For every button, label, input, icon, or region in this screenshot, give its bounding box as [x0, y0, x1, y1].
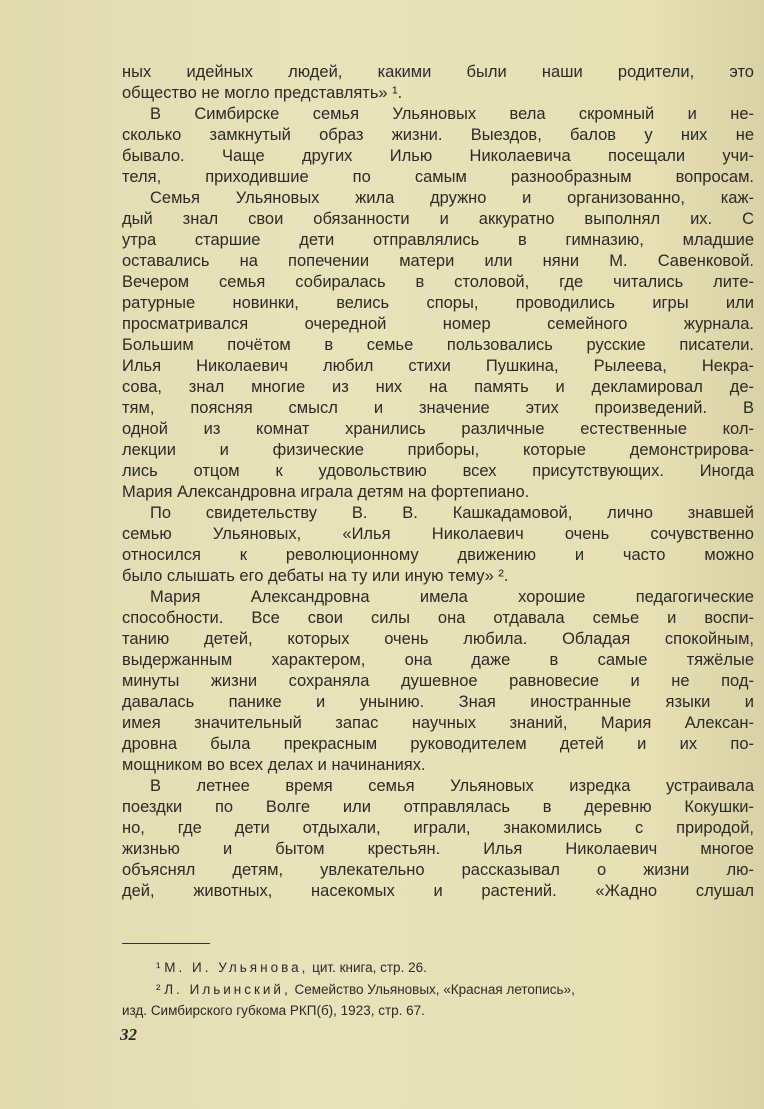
- text-line: [122, 566, 754, 587]
- text-line-content: дей, животных, насекомых и растений. «Жадно слушал: [122, 882, 754, 900]
- text-line-content: Большим почётом в семье пользовались русские писатели.: [122, 336, 754, 354]
- text-line-content: ратурные новинки, велись споры, проводились игры или: [122, 294, 754, 312]
- text-line: [122, 188, 754, 209]
- text-line-content: оставались на попечении матери или няни М. Савенковой.: [122, 252, 754, 270]
- text-line-content: тям, поясняя смысл и значение этих произведений. В: [122, 399, 754, 417]
- text-line: [122, 461, 754, 482]
- text-line: [122, 839, 754, 860]
- text-line-content: сколько замкнутый образ жизни. Выездов, балов у них не: [122, 126, 754, 144]
- text-line-content: Илья Николаевич любил стихи Пушкина, Рылеева, Некра-: [122, 357, 754, 375]
- text-line-content: способности. Все свои силы она отдавала семье и воспи-: [122, 609, 754, 627]
- text-line-content: выдержанным характером, она даже в самые тяжёлые: [122, 651, 754, 669]
- text-line: [122, 797, 754, 818]
- text-line: [122, 629, 754, 650]
- text-line: [122, 272, 754, 293]
- text-line: [122, 314, 754, 335]
- text-line-content: сова, знал многие из них на память и декламировал де-: [122, 378, 754, 396]
- page-number: 32: [120, 1025, 137, 1044]
- text-line-content: Мария Александровна имела хорошие педагогические: [150, 588, 754, 606]
- footnote-2-text: Семейство Ульяновых, «Красная летопись»,: [294, 981, 575, 997]
- text-line: [122, 860, 754, 881]
- text-line-content: утра старшие дети отправлялись в гимназию, младшие: [122, 231, 754, 249]
- text-line-content: но, где дети отдыхали, играли, знакомились с природой,: [122, 819, 754, 837]
- text-line: [122, 524, 754, 545]
- footnote-2-mark: ²: [156, 981, 161, 997]
- text-line-content: дый знал свои обязанности и аккуратно выполнял их. С: [122, 210, 754, 228]
- text-line: [122, 209, 754, 230]
- text-line-content: теля, приходившие по самым разнообразным вопросам.: [122, 168, 754, 186]
- text-line-content: дровна была прекрасным руководителем детей и их по-: [122, 735, 754, 753]
- text-line: [122, 776, 754, 797]
- text-line: [122, 440, 754, 461]
- text-line: [122, 608, 754, 629]
- text-line-content: лись отцом к удовольствию всех присутствующих. Иногда: [122, 462, 754, 480]
- body-text: [122, 62, 754, 902]
- text-line: [122, 335, 754, 356]
- text-line-content: одной из комнат хранились различные естественные кол-: [122, 420, 754, 438]
- footnote-2-author: Л. Ильинский,: [164, 981, 291, 997]
- text-line: [122, 125, 754, 146]
- text-line-content: поездки по Волге или отправлялась в деревню Кокушки-: [122, 798, 754, 816]
- text-line-content: объяснял детям, увлекательно рассказывал о жизни лю-: [122, 861, 754, 879]
- footnote-1: [122, 957, 754, 979]
- text-line-content: минуты жизни сохраняла душевное равновесие и не под-: [122, 672, 754, 690]
- text-line-content: По свидетельству В. В. Кашкадамовой, лично знавшей: [150, 504, 754, 522]
- text-line: [122, 587, 754, 608]
- text-line-content: В Симбирске семья Ульяновых вела скромный и не-: [150, 105, 754, 123]
- text-line: [122, 818, 754, 839]
- text-line: [122, 419, 754, 440]
- text-line: [122, 755, 754, 776]
- text-line: [122, 881, 754, 902]
- footnote-2-continuation: изд. Симбирского губкома РКП(б), 1923, стр. 67.: [122, 1003, 425, 1018]
- text-line-content: Мария Александровна играла детям на фортепиано.: [122, 483, 530, 501]
- text-line: [122, 398, 754, 419]
- text-line: [122, 377, 754, 398]
- text-line-content: общество не могло представлять» ¹.: [122, 84, 403, 102]
- text-line: [122, 692, 754, 713]
- text-line-content: В летнее время семья Ульяновых изредка устраивала: [150, 777, 754, 795]
- text-line: [122, 482, 754, 503]
- text-line-content: было слышать его дебаты на ту или иную тему» ².: [122, 567, 509, 585]
- footnote-2: [122, 979, 754, 1001]
- text-line-content: ных идейных людей, какими были наши родители, это: [122, 63, 754, 81]
- text-line: [122, 671, 754, 692]
- text-line: [122, 503, 754, 524]
- text-line: [122, 293, 754, 314]
- text-line-content: мощником во всех делах и начинаниях.: [122, 756, 426, 774]
- text-line-content: жизнью и бытом крестьян. Илья Николаевич многое: [122, 840, 754, 858]
- footnote-divider: [122, 943, 210, 944]
- text-line: [122, 713, 754, 734]
- footnote-1-author: М. И. Ульянова,: [164, 960, 309, 975]
- text-line: [122, 251, 754, 272]
- text-line-content: относился к революционному движению и часто можно: [122, 546, 754, 564]
- text-line: [122, 62, 754, 83]
- text-line: [122, 650, 754, 671]
- text-line: [122, 146, 754, 167]
- text-line-content: лекции и физические приборы, которые демонстрирова-: [122, 441, 754, 459]
- text-line: [122, 356, 754, 377]
- text-line: [122, 545, 754, 566]
- text-line-content: просматривался очередной номер семейного журнала.: [122, 315, 754, 333]
- text-line-content: Вечером семья собиралась в столовой, где читались лите-: [122, 273, 754, 291]
- text-line: [122, 83, 754, 104]
- text-line: [122, 167, 754, 188]
- text-line-content: имея значительный запас научных знаний, Мария Алексан-: [122, 714, 754, 732]
- text-line: [122, 230, 754, 251]
- text-line-content: танию детей, которых очень любила. Обладая спокойным,: [122, 630, 754, 648]
- footnotes: [122, 957, 754, 1022]
- footnote-1-mark: ¹: [156, 960, 161, 975]
- text-line-content: Семья Ульяновых жила дружно и организованно, каж-: [150, 189, 754, 207]
- text-line: [122, 104, 754, 125]
- footnote-1-text: цит. книга, стр. 26.: [312, 960, 427, 975]
- text-line-content: давалась панике и унынию. Зная иностранные языки и: [122, 693, 754, 711]
- text-line-content: семью Ульяновых, «Илья Николаевич очень сочувственно: [122, 525, 754, 543]
- text-line-content: бывало. Чаще других Илью Николаевича посещали учи-: [122, 147, 754, 165]
- text-line: [122, 734, 754, 755]
